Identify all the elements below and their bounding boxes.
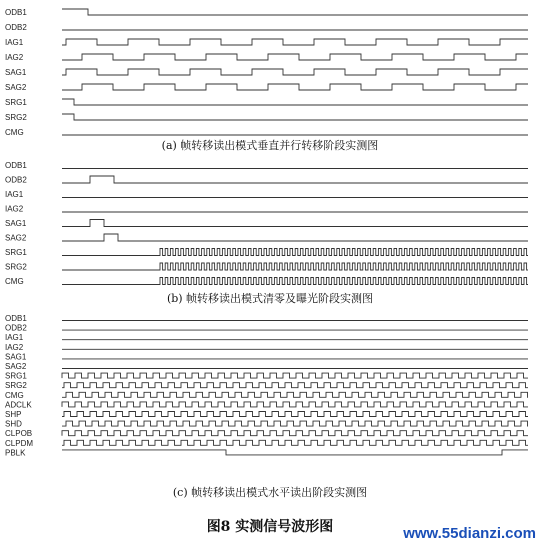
panel-c-horizontal-readout — [5, 314, 528, 457]
signal-label-iag2: IAG2 — [5, 204, 24, 214]
waveform-cmg — [62, 392, 528, 397]
waveform-clpdm — [62, 440, 528, 445]
signal-label-odb2: ODB2 — [5, 323, 27, 333]
signal-label-sag1: SAG1 — [5, 219, 27, 228]
signal-label-sag2: SAG2 — [5, 233, 27, 243]
signal-label-clpdm: CLPDM — [5, 438, 34, 448]
panel-b-clear-exposure — [5, 161, 528, 286]
waveform-sag1 — [62, 69, 528, 75]
signal-label-srg2: SRG2 — [5, 113, 27, 122]
signal-label-odb2: ODB2 — [5, 175, 27, 185]
waveform-iag2 — [62, 54, 528, 60]
signal-label-cmg: CMG — [5, 390, 24, 400]
waveform-sag2 — [62, 84, 528, 90]
signal-label-srg1: SRG1 — [5, 371, 27, 381]
signal-label-pblk: PBLK — [5, 448, 26, 458]
signal-label-odb1: ODB1 — [5, 314, 27, 323]
signal-label-iag1: IAG1 — [5, 190, 24, 199]
signal-label-odb1: ODB1 — [5, 8, 27, 17]
waveform-clpob — [62, 431, 528, 436]
waveform-srg2 — [62, 383, 528, 388]
signal-label-srg1: SRG1 — [5, 98, 27, 107]
signal-label-srg2: SRG2 — [5, 262, 27, 272]
signal-label-sag1: SAG1 — [5, 68, 27, 77]
waveform-srg1 — [62, 373, 528, 378]
signal-label-clpob: CLPOB — [5, 429, 33, 439]
waveform-shd — [62, 421, 528, 426]
waveform-sag2 — [62, 234, 528, 241]
waveform-srg1 — [62, 249, 528, 256]
waveform-sag1 — [62, 220, 528, 227]
panel-a-caption: (a) 帧转移读出模式垂直并行转移阶段实测图 — [161, 139, 379, 152]
signal-label-srg1: SRG1 — [5, 248, 27, 257]
waveform-odb2 — [62, 176, 528, 183]
signal-label-iag1: IAG1 — [5, 333, 24, 343]
waveform-adclk — [62, 402, 528, 407]
waveform-pblk — [62, 450, 528, 455]
signal-label-shp: SHP — [5, 410, 22, 419]
signal-label-sag2: SAG2 — [5, 83, 27, 92]
signal-label-iag2: IAG2 — [5, 53, 24, 62]
signal-label-sag1: SAG1 — [5, 352, 27, 362]
figure-title: 图8 实测信号波形图 — [206, 519, 334, 535]
waveform-srg2 — [62, 114, 528, 120]
panel-b-caption: (b) 帧转移读出模式清零及曝光阶段实测图 — [166, 292, 374, 305]
signal-label-odb1: ODB1 — [5, 161, 27, 170]
panel-c-caption: (c) 帧转移读出模式水平读出阶段实测图 — [172, 486, 368, 499]
signal-label-iag1: IAG1 — [5, 38, 24, 47]
panel-a-vertical-transfer — [5, 8, 528, 137]
signal-label-iag2: IAG2 — [5, 342, 24, 352]
signal-label-sag2: SAG2 — [5, 362, 27, 371]
waveform-srg1 — [62, 99, 528, 105]
signal-label-odb2: ODB2 — [5, 23, 27, 32]
waveform-cmg — [62, 278, 528, 285]
signal-label-srg2: SRG2 — [5, 381, 27, 391]
waveform-odb1 — [62, 9, 528, 15]
waveform-iag1 — [62, 39, 528, 45]
signal-label-shd: SHD — [5, 419, 22, 429]
signal-label-adclk: ADCLK — [5, 400, 32, 410]
signal-label-cmg: CMG — [5, 277, 24, 286]
waveform-srg2 — [62, 263, 528, 270]
signal-label-cmg: CMG — [5, 128, 24, 137]
waveform-shp — [62, 412, 528, 417]
site-watermark: www.55dianzi.com — [403, 525, 536, 542]
